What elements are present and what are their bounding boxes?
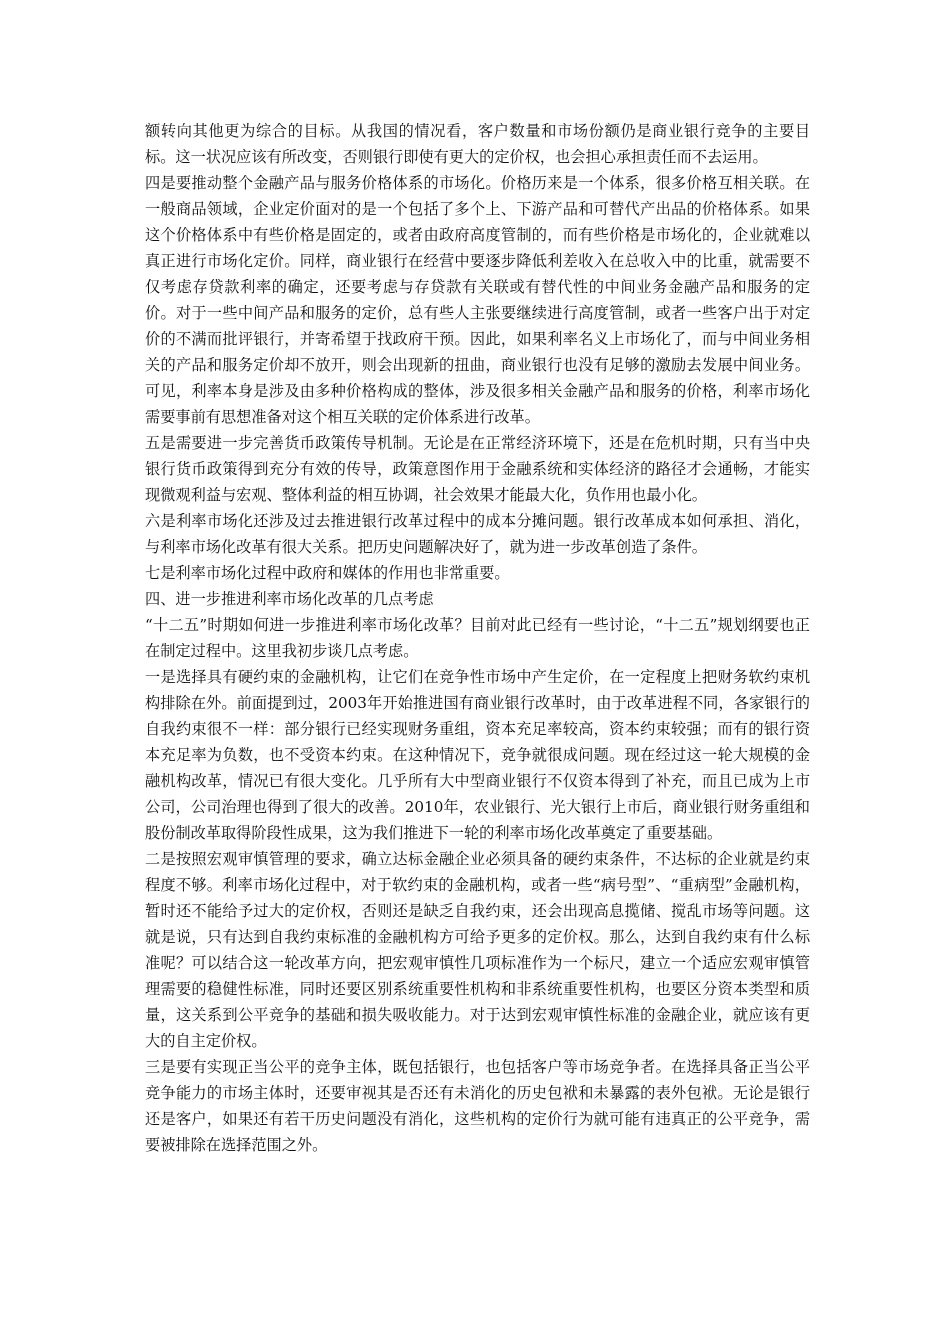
paragraph: 三是要有实现正当公平的竞争主体，既包括银行，也包括客户等市场竞争者。在选择具备正当公平竞争能力的市场主体时，还要审视其是否还有未消化的历史包袱和未暴露的表外包袱。无论是银行还是客户，如果还有若干历史问题没有消化，这些机构的定价行为就可能有违真正的公平竞争，需要被排除在选择范围之外。 (145, 1058, 810, 1154)
paragraph: 七是利率市场化过程中政府和媒体的作用也非常重要。 (145, 564, 510, 582)
section-heading: 四、进一步推进利率市场化改革的几点考虑 (145, 590, 434, 608)
paragraph: 五是需要进一步完善货币政策传导机制。无论是在正常经济环境下，还是在危机时期，只有当中央银行货币政策得到充分有效的传导，政策意图作用于金融系统和实体经济的路径才会通畅，才能实现微观利益与宏观、整体利益的相互协调，社会效果才能最大化，负作用也最小化。 (145, 434, 810, 504)
document-body (145, 118, 810, 1158)
paragraph: 一是选择具有硬约束的金融机构，让它们在竞争性市场中产生定价，在一定程度上把财务软约束机构排除在外。前面提到过，2003年开始推进国有商业银行改革时，由于改革进程不同，各家银行的自我约束很不一样：部分银行已经实现财务重组，资本充足率较高，资本约束较强；而有的银行资本充足率为负数，也不受资本约束。在这种情况下，竞争就很成问题。现在经过这一轮大规模的金融机构改革，情况已有很大变化。几乎所有大中型商业银行不仅资本得到了补充，而且已成为上市公司，公司治理也得到了很大的改善。2010年，农业银行、光大银行上市后，商业银行财务重组和股份制改革取得阶段性成果，这为我们推进下一轮的利率市场化改革奠定了重要基础。 (145, 668, 810, 842)
paragraph: 四是要推动整个金融产品与服务价格体系的市场化。价格历来是一个体系，很多价格互相关联。在一般商品领域，企业定价面对的是一个包括了多个上、下游产品和可替代产出品的价格体系。如果这个价格体系中有些价格是固定的，或者由政府高度管制的，而有些价格是市场化的，企业就难以真正进行市场化定价。同样，商业银行在经营中要逐步降低利差收入在总收入中的比重，就需要不仅考虑存贷款利率的确定，还要考虑与存贷款有关联或有替代性的中间业务金融产品和服务的定价。对于一些中间产品和服务的定价，总有些人主张要继续进行高度管制，或者一些客户出于对定价的不满而批评银行，并寄希望于找政府干预。因此，如果利率名义上市场化了，而与中间业务相关的产品和服务定价却不放开，则会出现新的扭曲，商业银行也没有足够的激励去发展中间业务。可见，利率本身是涉及由多种价格构成的整体，涉及很多相关金融产品和服务的价格，利率市场化需要事前有思想准备对这个相互关联的定价体系进行改革。 (145, 174, 810, 426)
paragraph: 六是利率市场化还涉及过去推进银行改革过程中的成本分摊问题。银行改革成本如何承担、消化，与利率市场化改革有很大关系。把历史问题解决好了，就为进一步改革创造了条件。 (145, 512, 810, 556)
paragraph: 二是按照宏观审慎管理的要求，确立达标金融企业必须具备的硬约束条件，不达标的企业就是约束程度不够。利率市场化过程中，对于软约束的金融机构，或者一些“病号型”、“重病型”金融机构，暂时还不能给予过大的定价权，否则还是缺乏自我约束，还会出现高息揽储、搅乱市场等问题。这就是说，只有达到自我约束标准的金融机构方可给予更多的定价权。那么，达到自我约束有什么标准呢？可以结合这一轮改革方向，把宏观审慎性几项标准作为一个标尺，建立一个适应宏观审慎管理需要的稳健性标准，同时还要区别系统重要性机构和非系统重要性机构，也要区分资本类型和质量，这关系到公平竞争的基础和损失吸收能力。对于达到宏观审慎性标准的金融企业，就应该有更大的自主定价权。 (145, 850, 810, 1050)
paragraph: 额转向其他更为综合的目标。从我国的情况看，客户数量和市场份额仍是商业银行竞争的主要目标。这一状况应该有所改变，否则银行即使有更大的定价权，也会担心承担责任而不去运用。 (145, 122, 810, 166)
paragraph: “十二五”时期如何进一步推进利率市场化改革？目前对此已经有一些讨论，“十二五”规划纲要也正在制定过程中。这里我初步谈几点考虑。 (145, 616, 810, 660)
